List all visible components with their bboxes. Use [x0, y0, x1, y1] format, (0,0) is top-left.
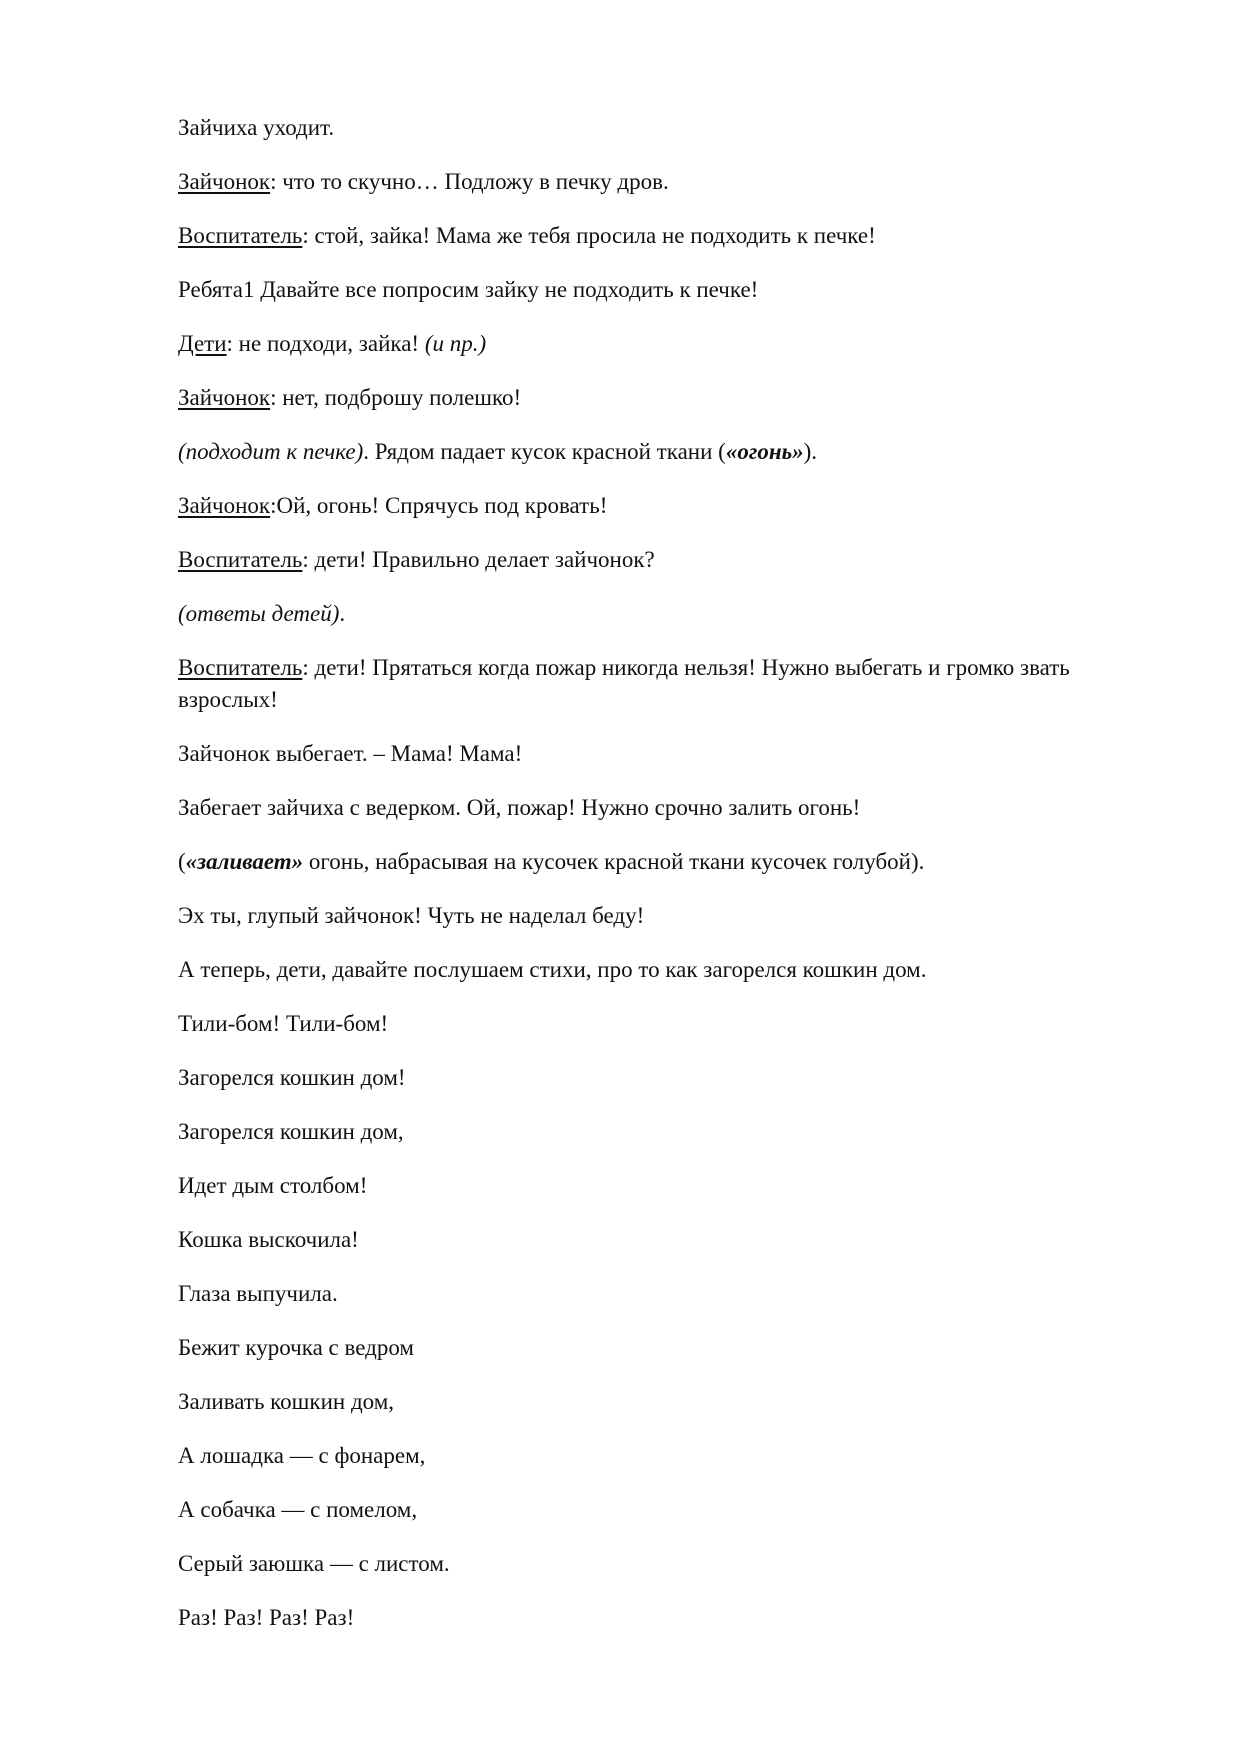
poem-line	[178, 1440, 1108, 1472]
stage-note: (ответы детей)	[178, 601, 340, 626]
poem-line	[178, 1386, 1108, 1418]
paragraph	[178, 738, 1108, 770]
stage-note: (и пр.)	[424, 331, 487, 356]
stage-direction	[178, 846, 1108, 878]
poem-line	[178, 1278, 1108, 1310]
dialogue-line	[178, 220, 1108, 252]
paragraph-text: ).	[803, 439, 818, 464]
speaker-name: Воспитатель	[178, 655, 303, 680]
paragraph-text: Зайчонок выбегает. – Мама! Мама!	[178, 741, 523, 766]
paragraph-text: Ребята1 Давайте все попросим зайку не подходить к печке!	[178, 277, 759, 302]
stage-note: (подходит к печке)	[178, 439, 364, 464]
poem-line-text: Раз! Раз! Раз! Раз!	[178, 1605, 355, 1630]
stage-direction	[178, 598, 1108, 630]
paragraph-text: А теперь, дети, давайте послушаем стихи, про то как загорелся кошкин дом.	[178, 957, 927, 982]
poem-line-text: Заливать кошкин дом,	[178, 1389, 395, 1414]
paragraph	[178, 112, 1108, 144]
dialogue-text: : нет, подброшу полешко!	[270, 385, 522, 410]
poem-line	[178, 1170, 1108, 1202]
poem-line-text: Тили-бом! Тили-бом!	[178, 1011, 389, 1036]
poem-line-text: Серый заюшка — с листом.	[178, 1551, 450, 1576]
poem-line-text: А собачка — с помелом,	[178, 1497, 418, 1522]
document-page	[178, 112, 1108, 1656]
paragraph-text: . Рядом падает кусок красной ткани (	[363, 439, 726, 464]
dialogue-text: :Ой, огонь! Спрячусь под кровать!	[270, 493, 608, 518]
paragraph	[178, 792, 1108, 824]
dialogue-line	[178, 652, 1108, 716]
speaker-name: Зайчонок	[178, 385, 271, 410]
speaker-name: Зайчонок	[178, 493, 271, 518]
poem-line-text: Идет дым столбом!	[178, 1173, 368, 1198]
paragraph-text: (	[178, 849, 186, 874]
paragraph-text: Зайчиха уходит.	[178, 115, 335, 140]
paragraph	[178, 900, 1108, 932]
dialogue-text: : стой, зайка! Мама же тебя просила не подходить к печке!	[302, 223, 876, 248]
speaker-name: Зайчонок	[178, 169, 271, 194]
speaker-name: Воспитатель	[178, 547, 303, 572]
emphasis-text: «огонь»	[725, 439, 804, 464]
emphasis-text: «заливает»	[185, 849, 304, 874]
poem-line	[178, 1602, 1108, 1634]
dialogue-line	[178, 328, 1108, 360]
dialogue-text: : дети! Правильно делает зайчонок?	[302, 547, 655, 572]
poem-line-text: А лошадка — с фонарем,	[178, 1443, 426, 1468]
paragraph-text: Эх ты, глупый зайчонок! Чуть не наделал беду!	[178, 903, 645, 928]
poem-line-text: Загорелся кошкин дом!	[178, 1065, 406, 1090]
poem-line	[178, 1494, 1108, 1526]
speaker-name: Воспитатель	[178, 223, 303, 248]
paragraph	[178, 954, 1108, 986]
stage-direction	[178, 436, 1108, 468]
poem-line-text: Бежит курочка с ведром	[178, 1335, 414, 1360]
poem-line	[178, 1008, 1108, 1040]
dialogue-line	[178, 490, 1108, 522]
dialogue-text: : не подходи, зайка!	[226, 331, 425, 356]
dialogue-text: : что то скучно… Подложу в печку дров.	[270, 169, 669, 194]
paragraph	[178, 274, 1108, 306]
poem-line-text: Загорелся кошкин дом,	[178, 1119, 404, 1144]
dialogue-text: : дети! Прятаться когда пожар никогда нельзя! Нужно выбегать и громко звать взрослых!	[178, 655, 1070, 712]
poem-line	[178, 1062, 1108, 1094]
dialogue-line	[178, 382, 1108, 414]
poem-line-text: Кошка выскочила!	[178, 1227, 359, 1252]
paragraph-text: .	[339, 601, 346, 626]
poem-line	[178, 1116, 1108, 1148]
poem-line-text: Глаза выпучила.	[178, 1281, 338, 1306]
speaker-name: Дети	[178, 331, 227, 356]
poem-line	[178, 1548, 1108, 1580]
dialogue-line	[178, 166, 1108, 198]
dialogue-line	[178, 544, 1108, 576]
paragraph-text: Забегает зайчиха с ведерком. Ой, пожар! Нужно срочно залить огонь!	[178, 795, 861, 820]
paragraph-text: огонь, набрасывая на кусочек красной ткани кусочек голубой).	[303, 849, 925, 874]
poem-line	[178, 1332, 1108, 1364]
poem-line	[178, 1224, 1108, 1256]
